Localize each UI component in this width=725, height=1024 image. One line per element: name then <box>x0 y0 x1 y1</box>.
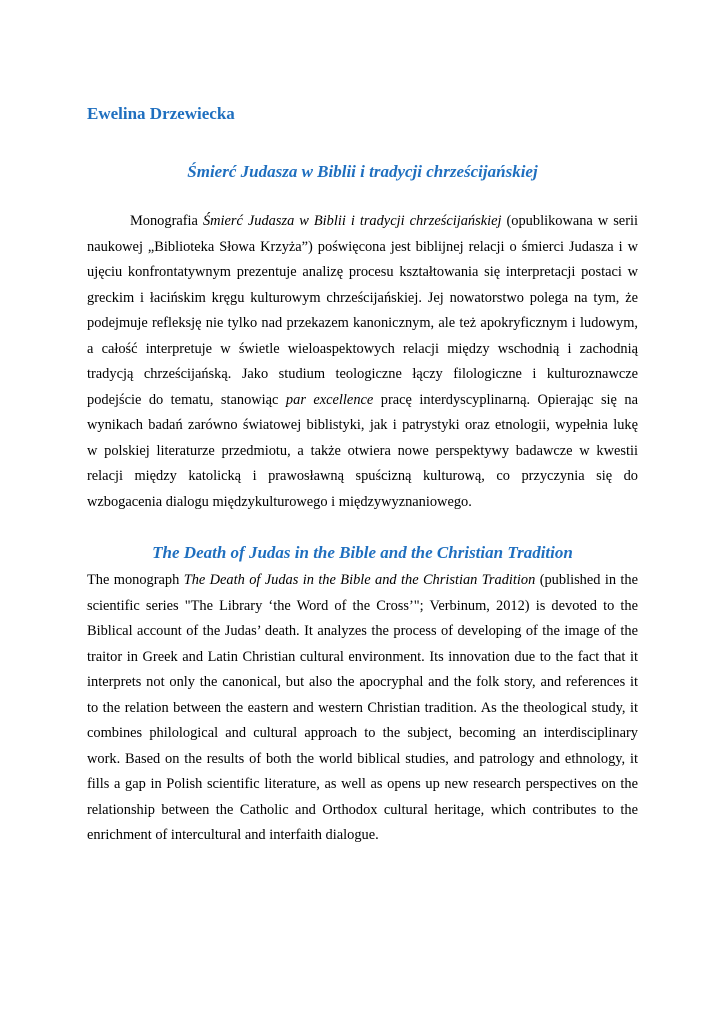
text-line: naukowej „Biblioteka Słowa Krzyża”) poświęcona jest biblijnej relacji o śmierci Judasza i w <box>87 238 638 255</box>
polish-title: Śmierć Judasza w Biblii i tradycji chrześcijańskiej <box>187 162 538 181</box>
text-line: to the relation between the eastern and western Christian tradition. As the theological study, it <box>87 699 638 716</box>
text-line: podejmuje refleksję nie tylko nad przekazem kanonicznym, ale też apokryficznym i ludowym, <box>87 315 638 331</box>
text-line: wynikach badań zarówno światowej biblistyki, jak i patrystyki oraz etnologii, wypełnia lukę <box>87 417 638 433</box>
italic-phrase: par excellence <box>285 391 374 408</box>
text-line: Monografia Śmierć Judasza w Biblii i tradycji chrześcijańskiej (opublikowana w serii <box>130 213 638 229</box>
text-line: relacji między katolicką i prawosławną spuścizną kulturową, co przyczynia się do <box>87 468 638 484</box>
text-line: ujęciu konfrontatywnym prezentuje analizę procesu kształtowania się interpretacji postaci w <box>87 264 638 280</box>
polish-abstract <box>87 209 638 515</box>
text-line: podejście do tematu, stanowiąc par excellence pracę interdyscyplinarną. Opierając się na <box>87 391 638 408</box>
text-line: wzbogacenia dialogu międzykulturowego i międzywyznaniowego. <box>87 493 472 510</box>
english-abstract <box>87 568 638 849</box>
author-name: Ewelina Drzewiecka <box>87 104 235 123</box>
text-line: interprets not only the canonical, but also the apocryphal and the folk story, and references it <box>87 674 638 690</box>
text-line: Biblical account of the Judas’ death. It analyzes the process of developing of the image of the <box>87 623 638 639</box>
text-line: greckim i łacińskim kręgu kulturowym chrześcijańskiej. Jej nowatorstwo polega na tym, że <box>87 289 638 306</box>
english-title: The Death of Judas in the Bible and the Christian Tradition <box>152 543 573 562</box>
text-line: The monograph The Death of Judas in the Bible and the Christian Tradition (published in the <box>87 572 638 588</box>
text-line: tradycją chrześcijańską. Jako studium teologiczne łączy filologiczne i kulturoznawcze <box>87 366 638 382</box>
text-line: a całość interpretuje w świetle wieloaspektowych relacji między wschodnią i zachodnią <box>87 340 638 357</box>
text-line: fills a gap in Polish scientific literature, as well as opens up new research perspectives on the <box>87 776 638 792</box>
text-line: traitor in Greek and Latin Christian cultural environment. Its innovation due to the fact that it <box>87 648 638 665</box>
book-title-italic: Śmierć Judasza w Biblii i tradycji chrześcijańskiej <box>202 213 502 229</box>
text-line: w polskiej literaturze przedmiotu, a także otwiera nowe perspektywy badawcze w kwestii <box>87 442 638 459</box>
text-line: relationship between the Catholic and Orthodox cultural heritage, which contributes to the <box>87 801 638 818</box>
text-line: combines philological and cultural approach to the subject, becoming an interdisciplinary <box>87 725 638 741</box>
text-line: scientific series "The Library ‘the Word of the Cross’"; Verbinum, 2012) is devoted to the <box>87 597 638 614</box>
text-line: work. Based on the results of both the world biblical studies, and patrology and ethnology, it <box>87 750 638 767</box>
text-line: enrichment of intercultural and interfaith dialogue. <box>87 827 379 843</box>
book-title-italic: The Death of Judas in the Bible and the Christian Tradition <box>183 572 536 588</box>
